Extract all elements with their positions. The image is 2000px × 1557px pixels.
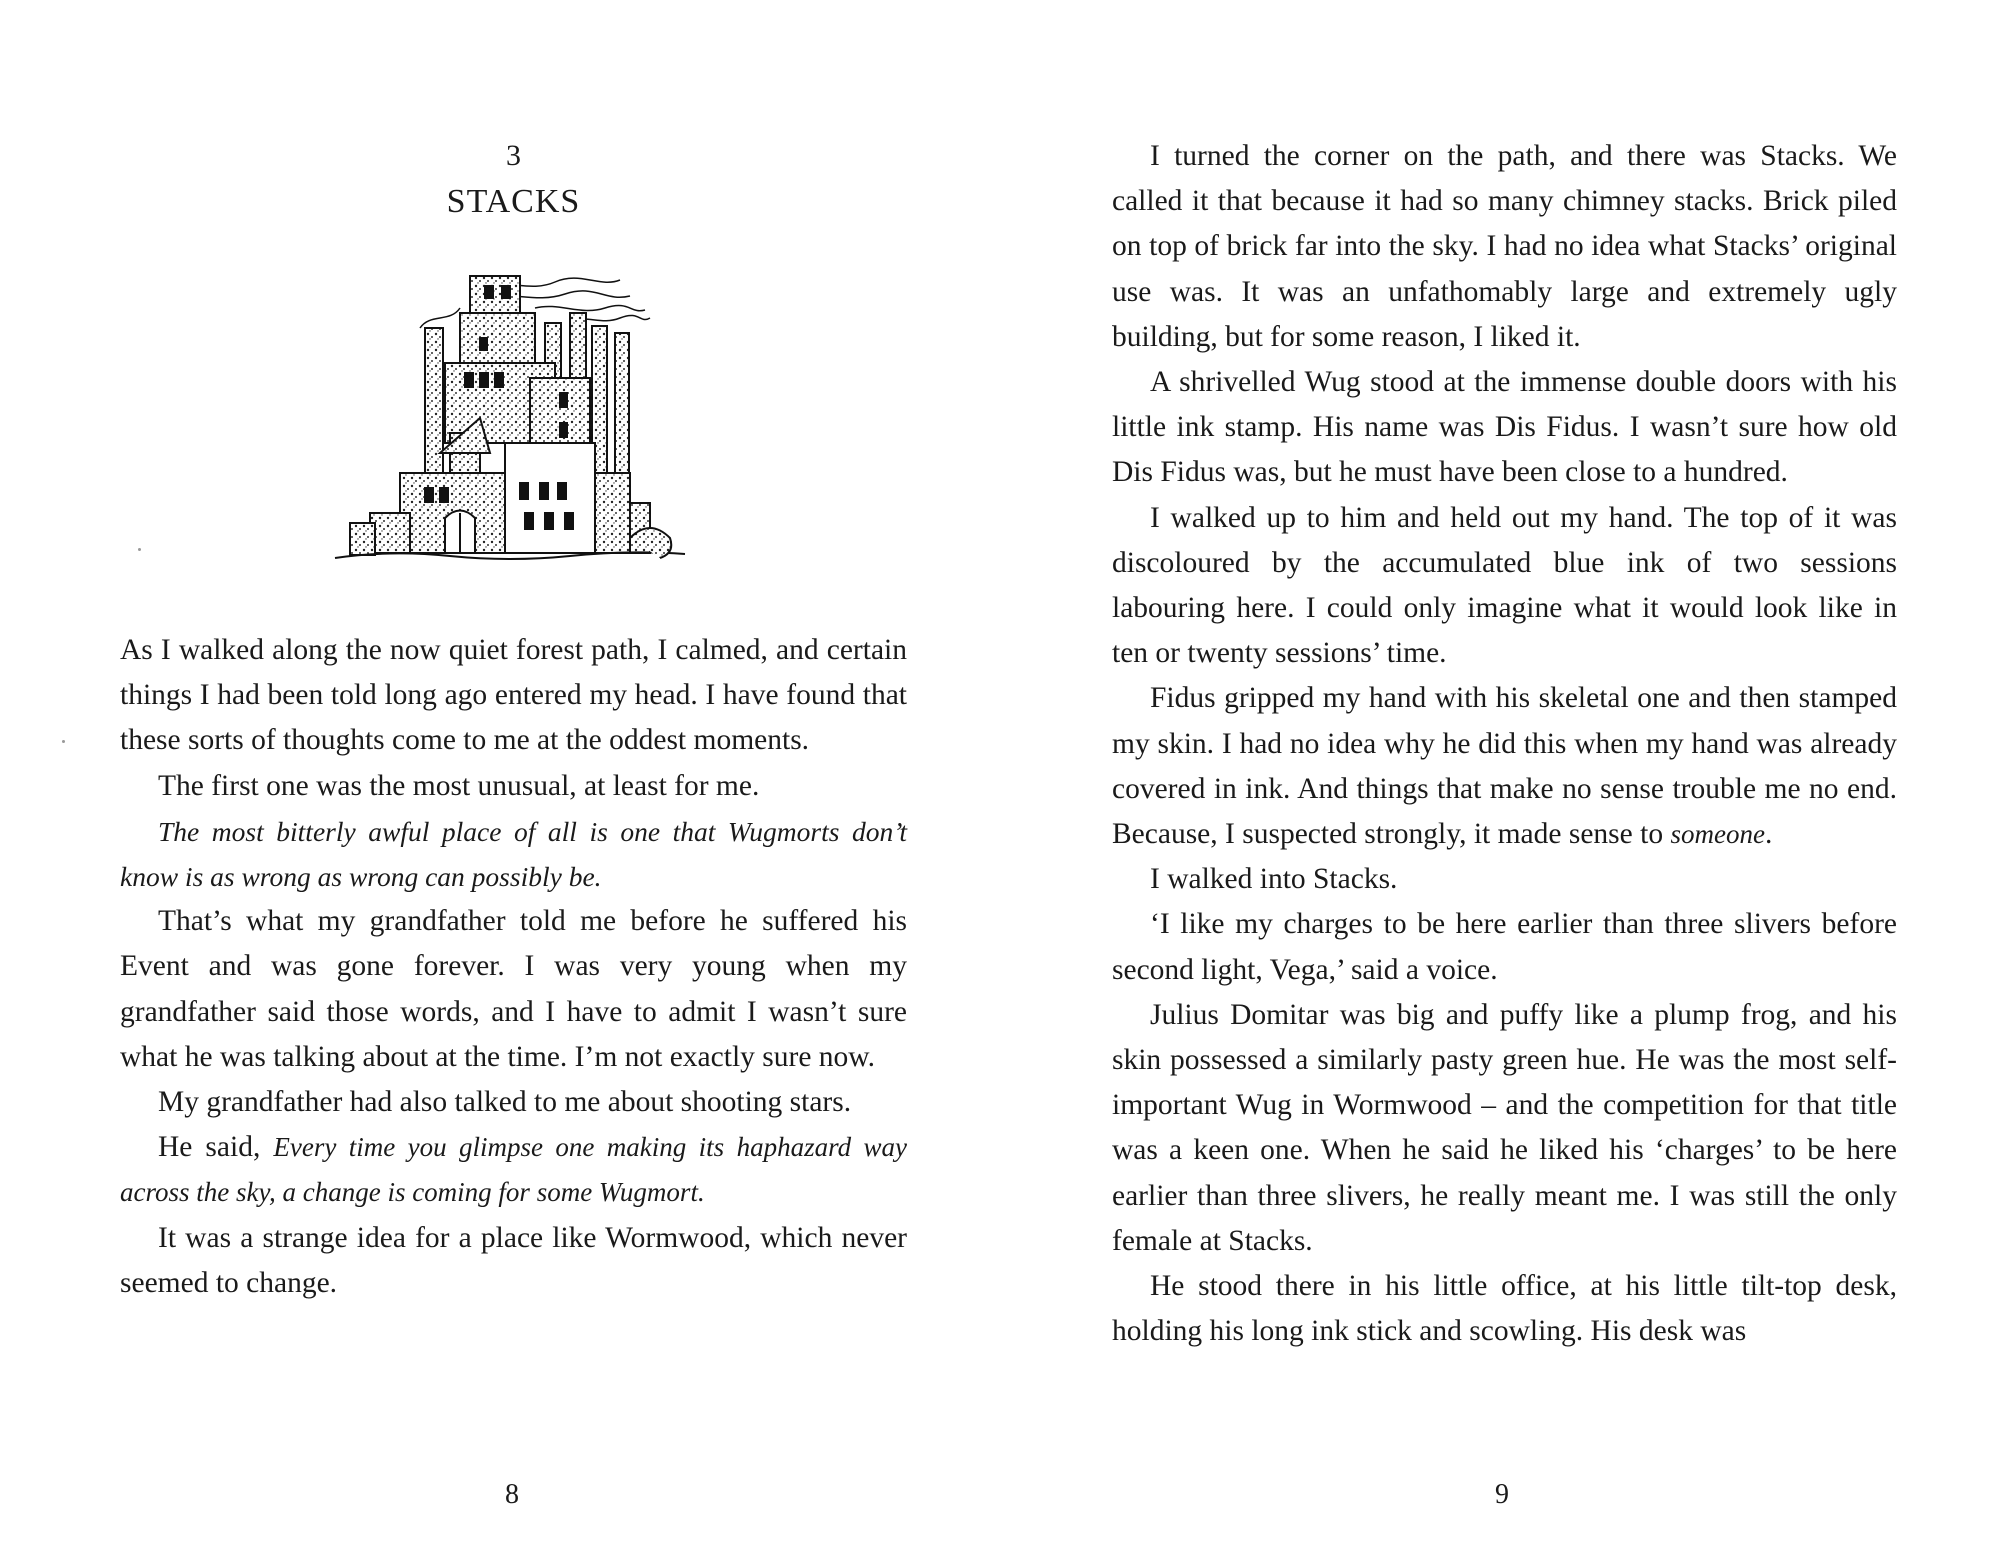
italic-quote: Every time you glimpse one making its haphazard way across the sky, a change is coming for some Wugmort.	[120, 1132, 907, 1208]
right-body-text	[1112, 134, 1897, 1354]
page-number: 9	[1495, 1479, 1509, 1510]
italic-quote: The most bitterly awful place of all is one that Wugmorts don’t know is as wrong as wrong can possibly be.	[120, 815, 907, 893]
paragraph	[1112, 676, 1897, 857]
paragraph: I walked into Stacks.	[1150, 863, 1398, 896]
castle-illustration	[330, 268, 690, 568]
paragraph: My grandfather had also talked to me about shooting stars.	[158, 1086, 852, 1119]
paragraph: He stood there in his little office, at his little tilt-top desk, holding his long ink stick and scowling. His desk was	[1112, 1270, 1897, 1348]
chapter-title: STACKS	[446, 183, 581, 220]
print-speck	[62, 740, 65, 743]
paragraph: That’s what my grandfather told me before he suffered his Event and was gone forever. I was very young when my grandfather said those words, and I have to admit I wasn’t sure what he was talking about at the time. I’m not exactly sure now.	[120, 905, 907, 1073]
paragraph: The first one was the most unusual, at least for me.	[158, 769, 760, 802]
paragraph: I turned the corner on the path, and there was Stacks. We called it that because it had so many chimney stacks. Brick piled on top of brick far into the sky. I had no idea what Stacks’ original use was. It was an unfathomably large and extremely ugly building, but for some reason, I liked it.	[1112, 140, 1897, 353]
paragraph-text: .	[1764, 818, 1773, 851]
italic-word: someone	[1670, 819, 1765, 850]
paragraph: A shrivelled Wug stood at the immense double doors with his little ink stamp. His name was Dis Fidus. I wasn’t sure how old Dis Fidus was, but he must have been close to a hundred.	[1112, 366, 1897, 489]
chapter-number: 3	[506, 139, 521, 172]
left-body-text	[120, 628, 907, 1306]
page-number: 8	[505, 1479, 519, 1510]
paragraph: ‘I like my charges to be here earlier than three slivers before second light, Vega,’ said a voice.	[1112, 908, 1897, 986]
paragraph-text: He said,	[158, 1131, 274, 1164]
paragraph: It was a strange idea for a place like Wormwood, which never seemed to change.	[120, 1221, 907, 1299]
paragraph: Julius Domitar was big and puffy like a plump frog, and his skin possessed a similarly pasty green hue. He was the most self-important Wug in Wormwood – and the competition for that title was a keen one. When he said he liked his ‘charges’ to be here earlier than three slivers, he really meant me. I was still the only female at Stacks.	[1112, 998, 1897, 1257]
paragraph: As I walked along the now quiet forest path, I calmed, and certain things I had been told long ago entered my head. I have found that these sorts of thoughts come to me at the oddest moments.	[120, 634, 907, 757]
paragraph-text: Fidus gripped my hand with his skeletal one and then stamped my skin. I had no idea why he did this when my hand was already covered in ink. And things that make no sense trouble me no end. Because, I suspected strongly, it made sense to	[1112, 682, 1897, 851]
right-page	[1000, 0, 2000, 1557]
paragraph	[120, 1125, 907, 1215]
print-speck	[138, 548, 141, 551]
paragraph: I walked up to him and held out my hand. The top of it was discoloured by the accumulated blue ink of two sessions labouring here. I could only imagine what it would look like in ten or twenty sessions’ time.	[1112, 501, 1897, 670]
